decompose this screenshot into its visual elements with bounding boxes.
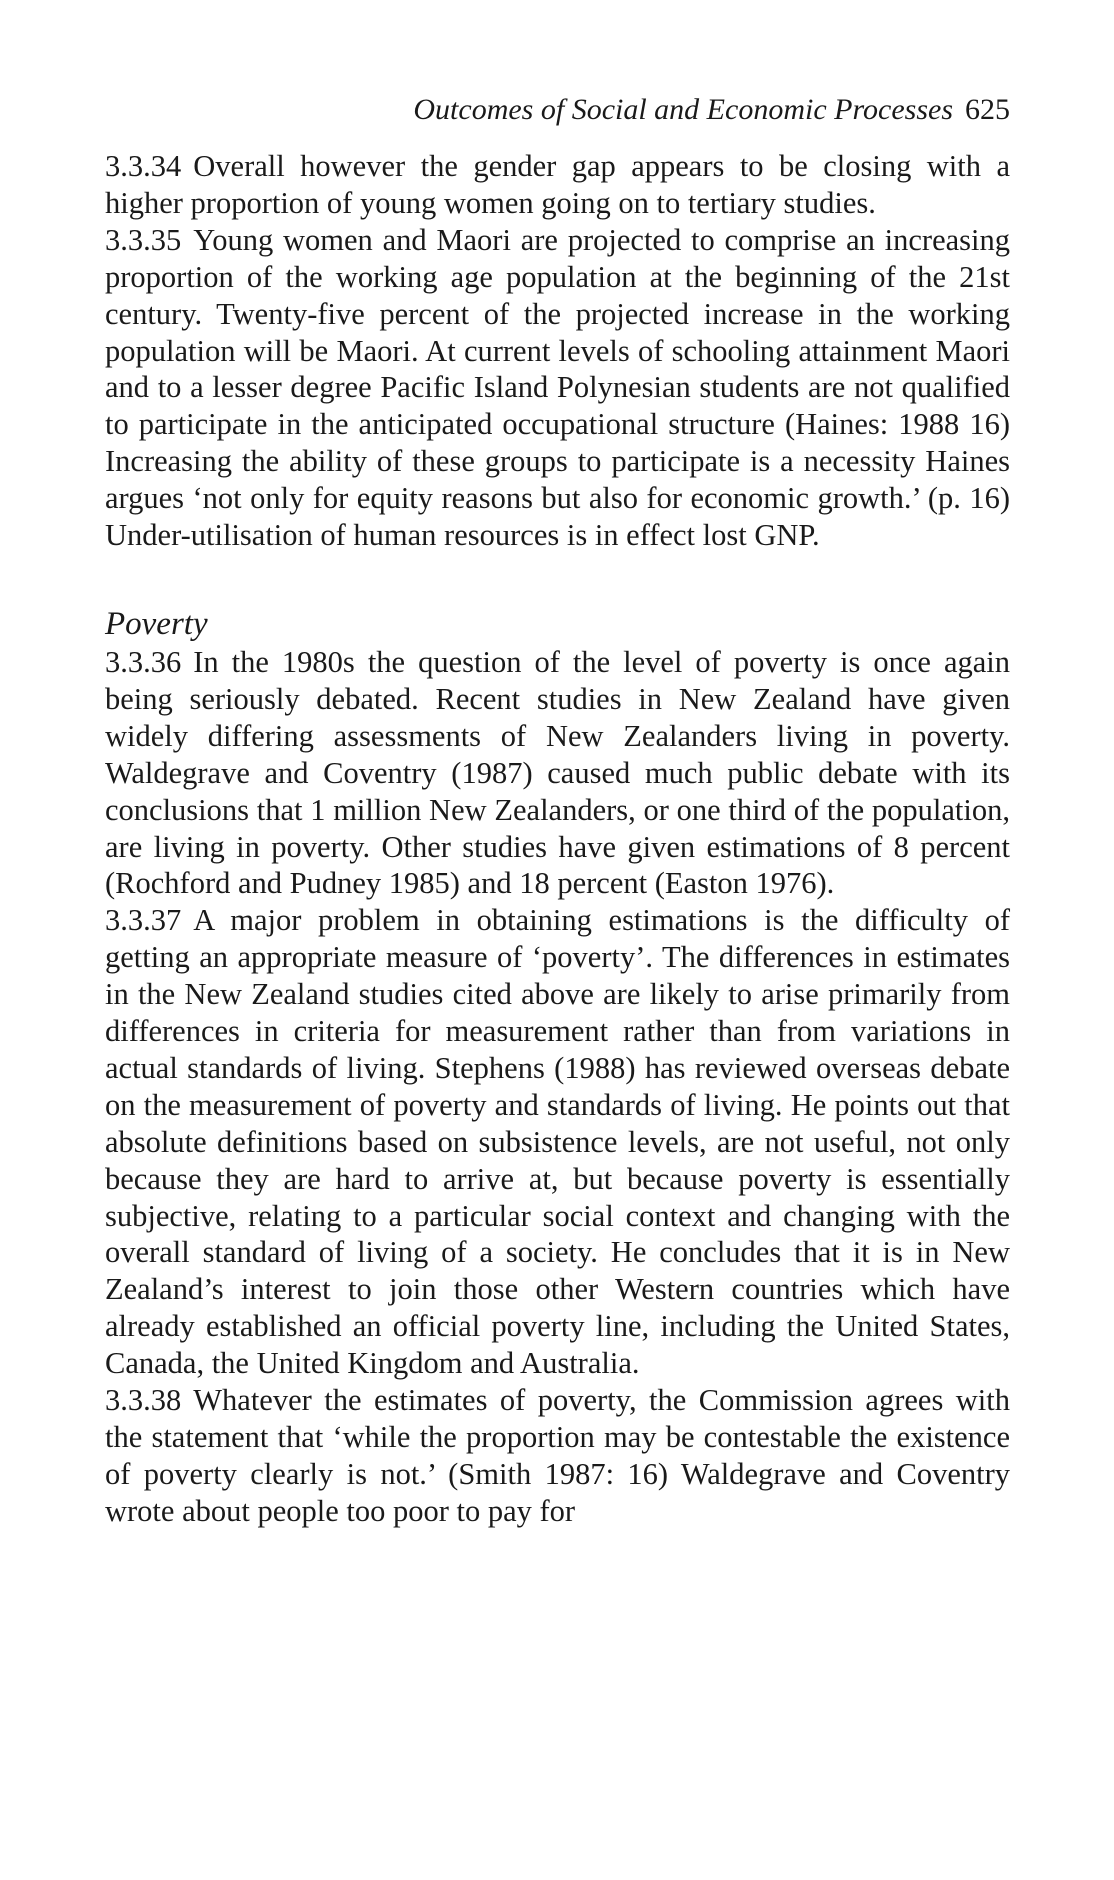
paragraph-number: 3.3.36 <box>105 644 182 679</box>
paragraph-3-3-35 <box>105 222 1010 554</box>
paragraph-3-3-34 <box>105 148 1010 222</box>
paragraph-number: 3.3.37 <box>105 903 182 938</box>
section-spacer <box>105 554 1010 604</box>
book-page <box>105 92 1010 1530</box>
paragraph-text: Overall however the gender gap appears to be closing with a higher proportion of young women going on to tertiary studies. <box>105 149 1010 220</box>
paragraph-3-3-37 <box>105 902 1010 1382</box>
paragraph-number: 3.3.38 <box>105 1383 182 1418</box>
paragraph-3-3-36 <box>105 644 1010 902</box>
section-heading-poverty: Poverty <box>105 605 208 642</box>
running-header <box>105 92 1010 128</box>
paragraph-3-3-38 <box>105 1382 1010 1530</box>
paragraph-text: In the 1980s the question of the level of poverty is once again being seriously debated. Recent studies in New Zealand have given widely differing assessments of New Zealanders living in poverty. Waldegrave and Coventry (1987) caused much public debate with its conclusions that 1 million New Zealanders, or one third of the population, are living in poverty. Other studies have given estimations of 8 percent (Rochford and Pudney 1985) and 18 percent (Easton 1976). <box>105 644 1010 901</box>
running-title: Outcomes of Social and Economic Processes <box>413 93 953 126</box>
page-number: 625 <box>965 93 1010 126</box>
paragraph-number: 3.3.35 <box>105 222 182 257</box>
paragraph-number: 3.3.34 <box>105 149 182 183</box>
paragraph-text: A major problem in obtaining estimations is the difficulty of getting an appropriate measure of ‘poverty’. The differences in estimates in the New Zealand studies cited above are likely to arise primarily from differences in criteria for measurement rather than from variations in actual standards of living. Stephens (1988) has reviewed overseas debate on the measurement of poverty and standards of living. He points out that absolute definitions based on subsistence levels, are not useful, not only because they are hard to arrive at, but because poverty is essentially subjective, relating to a particular social context and changing with the overall standard of living of a society. He concludes that it is in New Zealand’s interest to join those other Western countries which have already established an official poverty line, including the United States, Canada, the United Kingdom and Australia. <box>105 903 1010 1381</box>
paragraph-text: Whatever the estimates of poverty, the Commission agrees with the statement that ‘while the proportion may be contestable the existence of poverty clearly is not.’ (Smith 1987: 16) Waldegrave and Coventry wrote about people too poor to pay for <box>105 1383 1010 1528</box>
paragraph-text: Young women and Maori are projected to comprise an increasing proportion of the working age population at the beginning of the 21st century. Twenty-five percent of the projected increase in the working population will be Maori. At current levels of schooling attainment Maori and to a lesser degree Pacific Island Polynesian students are not qualified to participate in the anticipated occupational structure (Haines: 1988 16) Increasing the ability of these groups to participate is a necessity Haines argues ‘not only for equity reasons but also for economic growth.’ (p. 16) Under-utilisation of human resources is in effect lost GNP. <box>105 222 1010 553</box>
